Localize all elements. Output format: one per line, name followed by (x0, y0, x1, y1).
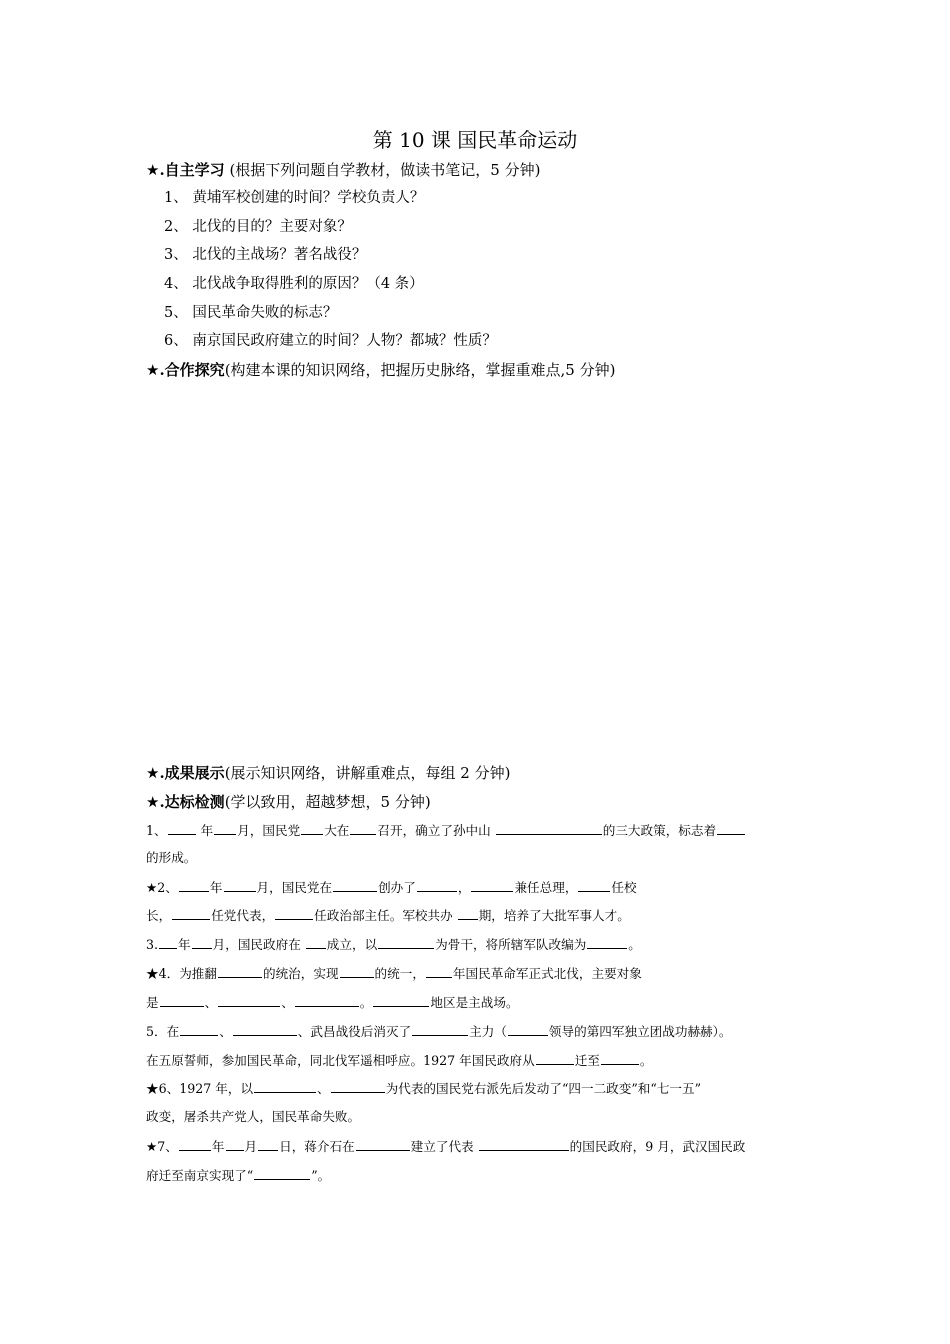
fill-blank[interactable] (258, 1137, 278, 1151)
star-icon: ★ (146, 161, 160, 179)
fill-blank[interactable] (458, 906, 478, 920)
fill-blank[interactable] (254, 1166, 310, 1180)
section-label: .自主学习 (159, 161, 225, 179)
fill-blank[interactable] (587, 935, 627, 949)
page-title: 第 10 课 国民革命运动 (372, 128, 578, 152)
question-3: 3、 北伐的主战场？著名战役？ (164, 247, 367, 263)
section-desc: (构建本课的知识网络，把握历史脉络，掌握重难点,5 分钟) (224, 361, 616, 379)
exercise-1-line-2: 的形成。 (146, 850, 197, 865)
fill-blank[interactable] (306, 935, 326, 949)
fill-blank[interactable] (295, 993, 359, 1007)
fill-blank[interactable] (356, 1137, 410, 1151)
fill-blank[interactable] (471, 878, 513, 892)
exercise-2-line-2: 长， 任党代表， 任政治部主任。军校共办 期，培养了大批军事人才。 (146, 908, 630, 923)
exercise-3: 3. 年 月，国民政府在 成立，以 为骨干，将所辖军队改编为 。 (146, 937, 641, 952)
exercise-1-line-1: 1、 年 月，国民党 大在 召开，确立了孙中山 的三大政策，标志着 (146, 821, 746, 840)
fill-blank[interactable] (179, 878, 209, 892)
fill-blank[interactable] (218, 993, 280, 1007)
fill-blank[interactable] (168, 821, 196, 835)
fill-blank[interactable] (373, 993, 429, 1007)
section-dabiao (146, 792, 431, 812)
star-icon: ★ (146, 793, 160, 811)
fill-blank[interactable] (275, 906, 313, 920)
fill-blank[interactable] (496, 821, 602, 835)
fill-blank[interactable] (159, 935, 177, 949)
section-desc: (根据下列问题自学教材，做读书笔记，5 分钟) (224, 161, 541, 179)
exercise-5-line-1: 5．在 、 、武昌战役后消灭了 主力（ 领导的第四军独立团战功赫赫）。 (146, 1024, 732, 1039)
question-5: 5、 国民革命失败的标志？ (164, 305, 338, 321)
question-2: 2、 北伐的目的？主要对象？ (164, 219, 352, 235)
fill-blank[interactable] (254, 1079, 316, 1093)
exercise-4-line-1: ★4．为推翻 的统治，实现 的统一， 年国民革命军正式北伐，主要对象 (146, 966, 642, 981)
fill-blank[interactable] (340, 964, 374, 978)
fill-blank[interactable] (301, 821, 323, 835)
fill-blank[interactable] (578, 878, 610, 892)
fill-blank[interactable] (331, 1079, 385, 1093)
fill-blank[interactable] (180, 1022, 218, 1036)
section-hezuo (146, 360, 615, 380)
exercise-5-line-2: 在五原誓师，参加国民革命，同北伐军遥相呼应。1927 年国民政府从 迁至 。 (146, 1053, 653, 1068)
fill-blank[interactable] (378, 935, 434, 949)
section-zizhu (146, 160, 540, 180)
exercise-7-line-1: ★7、 年 月 日，蒋介石在 建立了代表 的国民政府，9 月，武汉国民政 (146, 1139, 746, 1154)
fill-blank[interactable] (226, 1137, 244, 1151)
fill-blank[interactable] (160, 993, 204, 1007)
section-desc: (展示知识网络，讲解重难点，每组 2 分钟) (224, 764, 511, 782)
fill-blank[interactable] (179, 1137, 211, 1151)
fill-blank[interactable] (350, 821, 376, 835)
fill-blank[interactable] (233, 1022, 297, 1036)
exercise-7-line-2: 府迁至南京实现了“ ”。 (146, 1168, 331, 1183)
fill-blank[interactable] (172, 906, 210, 920)
star-icon: ★ (146, 764, 160, 782)
fill-blank[interactable] (536, 1051, 574, 1065)
question-1: 1、 黄埔军校创建的时间？学校负责人？ (164, 190, 425, 206)
question-6: 6、 南京国民政府建立的时间？人物？都城？性质？ (164, 333, 497, 349)
star-icon: ★ (146, 361, 160, 379)
exercise-6-line-1: ★6、1927 年，以 、 为代表的国民党右派先后发动了“四一二政变”和“七一五” (146, 1081, 702, 1096)
fill-blank[interactable] (412, 1022, 468, 1036)
section-label: .达标检测 (159, 793, 225, 811)
fill-blank[interactable] (508, 1022, 548, 1036)
exercise-2-line-1: ★2、 年 月，国民党在 创办了 ， 兼任总理， 任校 (146, 880, 637, 895)
exercise-4-line-2: 是 、 、 。 地区是主战场。 (146, 995, 519, 1010)
fill-blank[interactable] (214, 821, 236, 835)
fill-blank[interactable] (224, 878, 256, 892)
question-4: 4、 北伐战争取得胜利的原因？（4 条） (164, 276, 424, 292)
exercise-6-line-2: 政变，屠杀共产党人，国民革命失败。 (146, 1109, 361, 1124)
section-label: .成果展示 (159, 764, 225, 782)
section-desc: (学以致用，超越梦想，5 分钟) (224, 793, 431, 811)
fill-blank[interactable] (333, 878, 377, 892)
section-chengguo (146, 763, 510, 783)
fill-blank[interactable] (479, 1137, 569, 1151)
section-label: .合作探究 (159, 361, 225, 379)
fill-blank[interactable] (717, 821, 745, 835)
fill-blank[interactable] (417, 878, 457, 892)
fill-blank[interactable] (426, 964, 452, 978)
fill-blank[interactable] (601, 1051, 639, 1065)
fill-blank[interactable] (218, 964, 262, 978)
fill-blank[interactable] (192, 935, 212, 949)
